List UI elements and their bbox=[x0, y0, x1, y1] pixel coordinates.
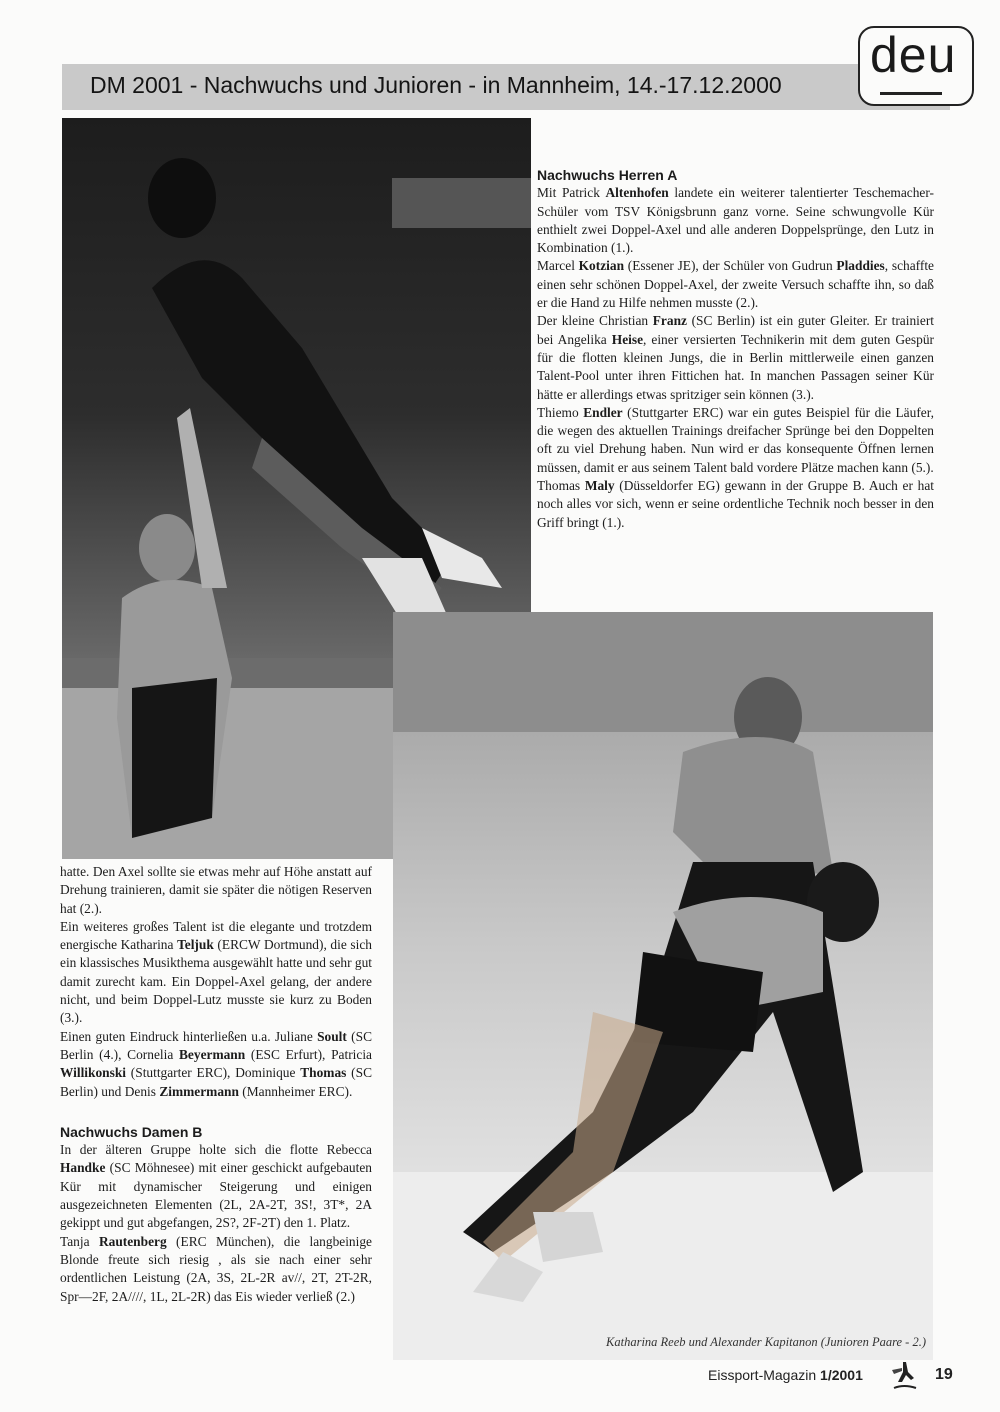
skater-name: Beyermann bbox=[179, 1046, 246, 1062]
coach-name: Heise bbox=[611, 331, 644, 347]
skater-icon bbox=[886, 1358, 922, 1392]
paragraph bbox=[537, 257, 934, 312]
skater-name: Rautenberg bbox=[98, 1233, 167, 1249]
paragraph bbox=[60, 918, 372, 1028]
footer-magazine bbox=[708, 1367, 863, 1383]
skater-name: Zimmermann bbox=[159, 1083, 239, 1099]
section-heading-herren-a: Nachwuchs Herren A bbox=[537, 167, 678, 183]
skater-name: Endler bbox=[583, 404, 623, 420]
text-run: (Mannheimer ERC). bbox=[238, 1083, 353, 1099]
skater-name: Teljuk bbox=[177, 937, 214, 953]
text-run: , schaffte einen sehr schönen Doppel-Axel, der zweite Versuch schaffte ihn, so daß er die Hand zu Hilfe nehmen musste (2.). bbox=[537, 258, 934, 311]
paragraph: hatte. Den Axel sollte sie etwas mehr auf Höhe anstatt auf Drehung trainieren, damit sie später die nötigen Reserven hat (2.). bbox=[60, 864, 372, 916]
section-heading-damen-b: Nachwuchs Damen B bbox=[60, 1123, 203, 1140]
text-run: Ein weiteres großes Talent ist die elegante und trotzdem energische Katharina bbox=[60, 918, 372, 953]
paragraph bbox=[537, 477, 934, 532]
coach-name: Pladdies bbox=[836, 258, 885, 274]
skater-name: Franz bbox=[652, 313, 687, 329]
text-run: (SC Berlin (4.), Cornelia bbox=[60, 1028, 372, 1062]
paragraph bbox=[537, 312, 934, 403]
paragraph bbox=[60, 1141, 372, 1232]
article-left-column bbox=[60, 863, 372, 1306]
text-run: , einer versierten Technikerin mit dem guten Gespür für die flotten kleinen Jungs, die in Berlin mittlerweile einen ganzen Talent-Pool unter ihren Fittichen hat. In manchen Passagen seiner Kür hätte er allerdings etwas spritziger sein können (3.). bbox=[537, 331, 934, 402]
text-run: (Essener JE), der Schüler von Gudrun bbox=[624, 258, 837, 274]
skater-name: Soult bbox=[317, 1028, 347, 1044]
text-run: (Stuttgarter ERC) war ein gutes Beispiel für die Läufer, die wegen des aktuellen Trainings dreifacher Sprünge bei den Doppelten oft zu viel Drehung haben. Nun wird er das konsequente Öffnen lernen müssen, damit er aus seinem Talent bald vordere Plätze machen kann (5.). bbox=[537, 404, 934, 475]
text-run: Thiemo bbox=[537, 404, 584, 420]
text-run: Der kleine Christian bbox=[537, 313, 653, 329]
skater-name: Handke bbox=[60, 1160, 106, 1176]
page-number: 19 bbox=[935, 1366, 953, 1383]
text-run: Einen guten Eindruck hinterließen u.a. Juliane bbox=[60, 1028, 318, 1044]
skater-name: Thomas bbox=[300, 1065, 347, 1081]
text-run: landete ein weiterer talentierter Teschemacher-Schüler vom TSV Königsbrunn ganz vorne. Seine schwungvolle Kür enthielt zwei Doppel-Axel und alle anderen Doppelsprünge, den Lutz in Kombination (1.). bbox=[537, 185, 934, 256]
paragraph bbox=[60, 1028, 372, 1101]
text-run: Tanja bbox=[60, 1233, 99, 1249]
page-title: DM 2001 - Nachwuchs und Junioren - in Mannheim, 14.-17.12.2000 bbox=[90, 72, 782, 98]
magazine-name: Eissport-Magazin bbox=[708, 1367, 821, 1383]
text-run: Mit Patrick bbox=[537, 185, 606, 201]
deu-logo-text: deu bbox=[870, 27, 957, 83]
paragraph bbox=[60, 1233, 372, 1306]
deu-logo-underline bbox=[880, 92, 942, 95]
text-run: (ESC Erfurt), Patricia bbox=[245, 1046, 372, 1062]
text-run: (Düsseldorfer EG) gewann in der Gruppe B. Auch er hat noch alles vor sich, wenn er seine ordentliche Technik noch besser in den Griff bringt (1.). bbox=[537, 478, 934, 530]
text-run: In der älteren Gruppe holte sich die flotte Rebecca bbox=[60, 1142, 372, 1158]
paragraph bbox=[537, 404, 934, 477]
skater-name: Willikonski bbox=[60, 1065, 126, 1081]
photo-caption: Katharina Reeb und Alexander Kapitanon (Junioren Paare - 2.) bbox=[606, 1335, 926, 1349]
text-run: (Stuttgarter ERC), Dominique bbox=[126, 1065, 301, 1081]
text-run: (SC Berlin) ist ein guter Gleiter. Er trainiert bei Angelika bbox=[537, 313, 934, 347]
pair-skating-dance-photo bbox=[393, 612, 933, 1360]
article-herren-a bbox=[537, 166, 934, 532]
text-run: (SC Berlin) und Denis bbox=[60, 1065, 372, 1099]
text-run: (ERC München), die langbeinige Blonde freute sich riesig , als sie nach einer sehr ordentlichen Leistung (2A, 3S, 2L-2R av//, 2T, 2T-2R, Spr—2F, 2A////, 1L, 2L-2R) das Eis wieder verließ (2.) bbox=[60, 1233, 372, 1304]
skater-name: Maly bbox=[584, 478, 615, 494]
issue-number: 1/2001 bbox=[820, 1367, 863, 1383]
text-run: Marcel bbox=[537, 258, 579, 274]
skater-name: Altenhofen bbox=[605, 185, 669, 201]
skater-name: Kotzian bbox=[578, 258, 625, 274]
text-run: (ERCW Dortmund), die sich ein klassisches Musikthema ausgewählt hatte und sehr gut damit zurecht kam. Ein Doppel-Axel gelang, der andere nicht, und beim Doppel-Lutz musste sie kurz zu Boden (3.). bbox=[60, 937, 373, 1026]
text-run: (SC Möhnesee) mit einer geschickt aufgebauten Kür mit dynamischer Steigerung und einigen ausgezeichneten Elementen (2L, 2A-2T, 3S!, 3T*, 2A gekippt und gut abgefangen, 2S?, 2F-2T) den 1. Platz. bbox=[60, 1160, 372, 1231]
paragraph bbox=[537, 184, 934, 257]
text-run: Thomas bbox=[537, 478, 585, 494]
